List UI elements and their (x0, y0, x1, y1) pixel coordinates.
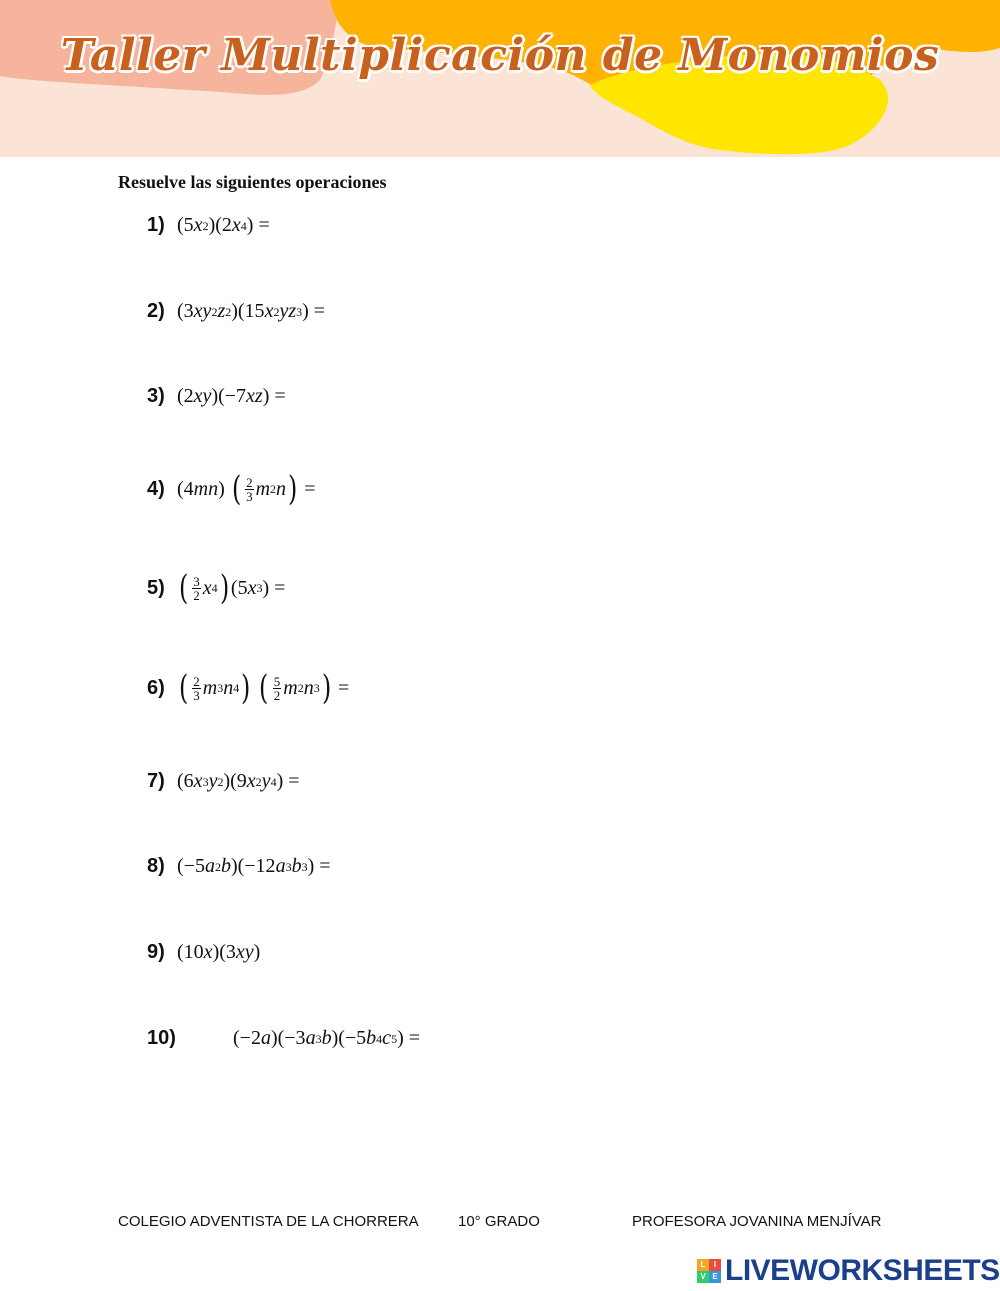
exercise-expression: (5 x 2 )(2 x 4 ) = (177, 214, 270, 236)
exercise-number: 7) (147, 770, 165, 792)
worksheet-title: Taller Multiplicación de Monomios (60, 30, 940, 81)
exercise-expression: (4 mn ) ( $\frac{2}{3}$ m 2 n ) = (177, 469, 316, 509)
exercise-number: 6) (147, 676, 165, 699)
exercise-number: 2) (147, 300, 165, 322)
exercise-number: 1) (147, 214, 165, 236)
exercise-expression: ( $\frac{3}{2}$ x 4 ) (5 x 3 ) = (178, 568, 286, 608)
exercise-7 (147, 770, 300, 793)
header-banner (0, 0, 1000, 157)
exercise-expression: (−2 a )(−3 a 3 b )(−5 b 4 c 5 ) = (233, 1027, 421, 1049)
exercise-4 (147, 469, 316, 509)
exercise-5 (147, 568, 286, 608)
exercise-number: 9) (147, 941, 165, 963)
logo-mark-icon: L I V E (697, 1259, 721, 1283)
exercise-10 (147, 1027, 420, 1050)
logo-text: LIVEWORKSHEETS (725, 1254, 1000, 1287)
liveworksheets-logo (697, 1254, 1000, 1288)
exercise-number: 4) (147, 477, 165, 500)
exercise-expression: (6 x 3 y 2 )(9 x 2 y 4 ) = (177, 770, 300, 792)
exercise-6 (147, 668, 350, 708)
footer-school: COLEGIO ADVENTISTA DE LA CHORRERA (118, 1213, 419, 1230)
exercise-1 (147, 214, 270, 237)
footer-teacher: PROFESORA JOVANINA MENJÍVAR (632, 1213, 882, 1230)
exercise-number: 5) (147, 576, 165, 599)
exercise-3 (147, 385, 286, 408)
exercise-number: 3) (147, 385, 165, 407)
exercise-expression: (2 xy )(−7 xz ) = (177, 385, 286, 407)
footer-grade: 10° GRADO (458, 1213, 540, 1230)
exercise-number: 8) (147, 855, 165, 877)
exercise-expression: (10 x )(3 xy ) (177, 941, 261, 963)
exercise-expression: (3 xy 2 z 2 )(15 x 2 yz 3 ) = (177, 300, 326, 322)
exercise-expression: ( $\frac{2}{3}$ m 3 n 4 ) ( $\frac{5}{2}$ m 2 n 3 ) = (178, 668, 350, 708)
exercise-expression: (−5 a 2 b )(−12 a 3 b 3 ) = (177, 855, 331, 877)
exercise-2 (147, 300, 325, 323)
exercise-9 (147, 941, 260, 964)
exercise-number: 10) (147, 1027, 176, 1049)
exercise-8 (147, 855, 331, 878)
instruction-text: Resuelve las siguientes operaciones (118, 172, 387, 192)
